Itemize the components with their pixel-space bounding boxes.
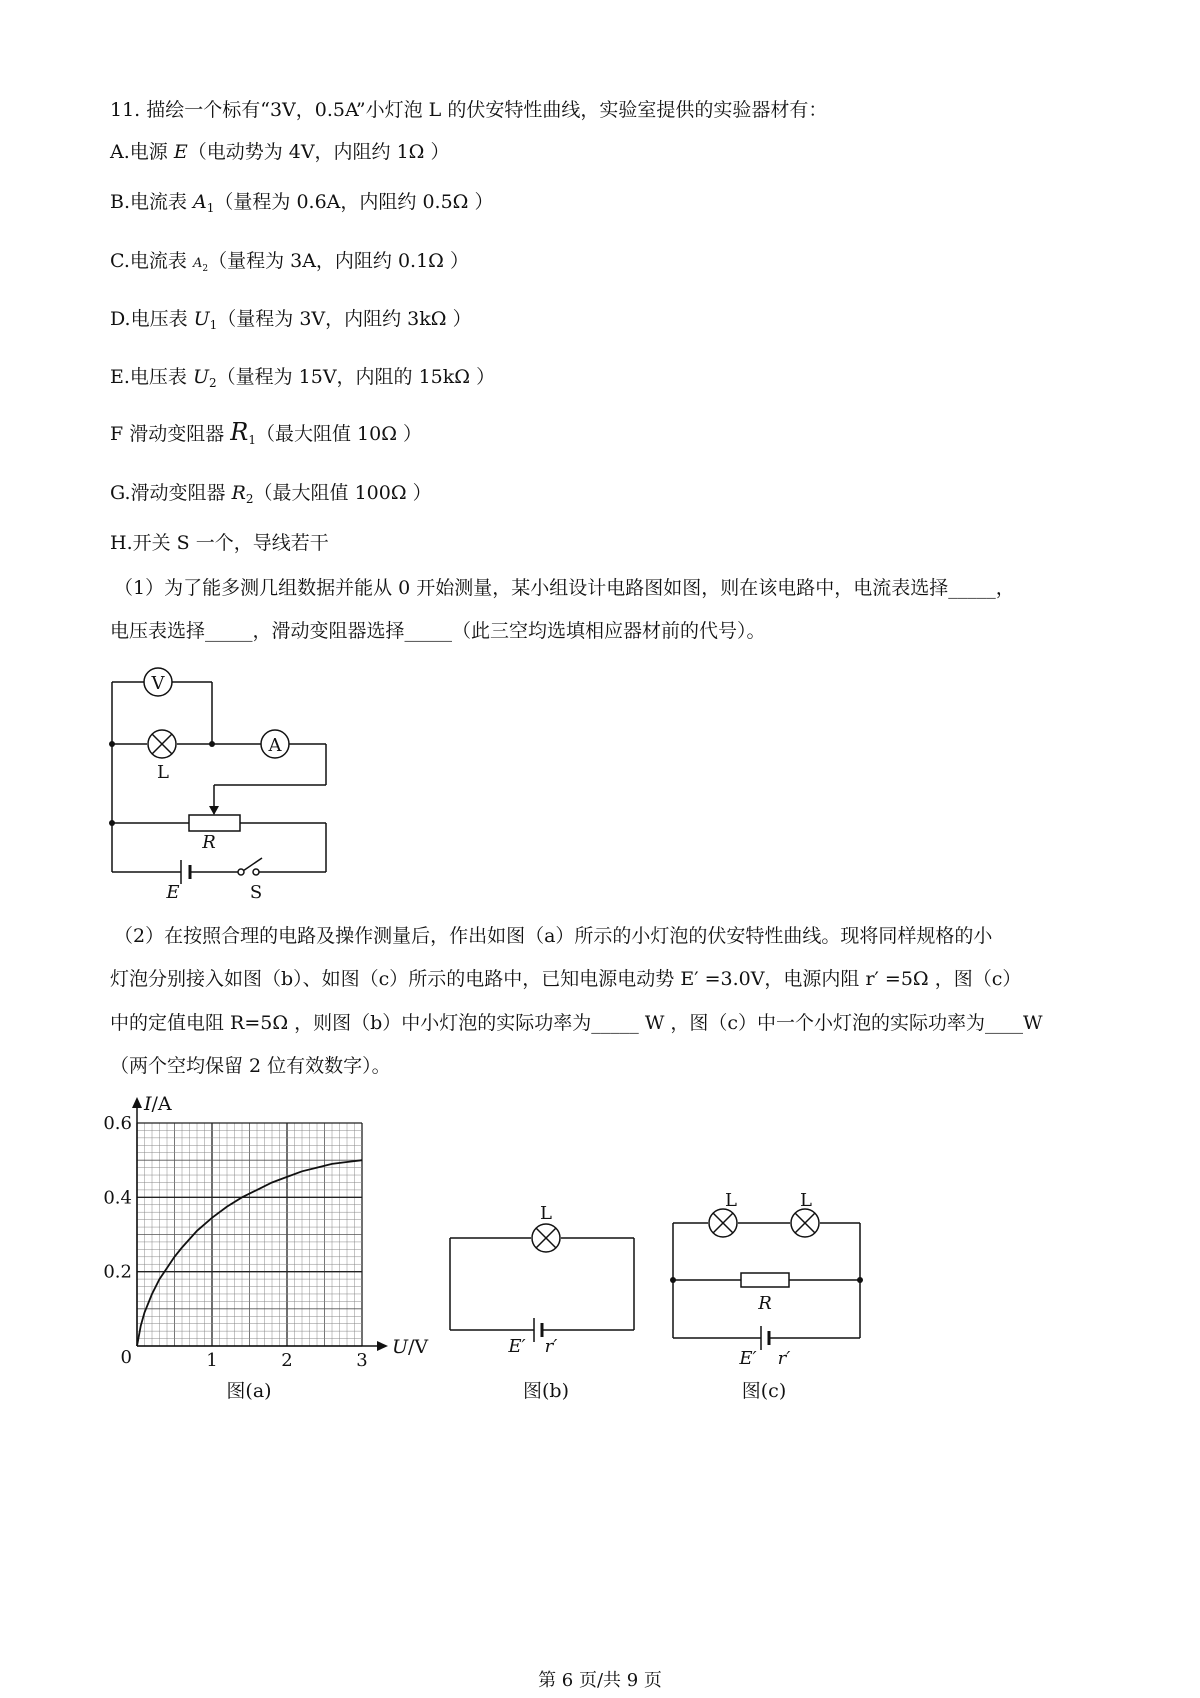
- x-tick-label: 3: [356, 1350, 368, 1371]
- emf-b-label: E′: [508, 1336, 526, 1357]
- x-tick-label: 2: [281, 1350, 293, 1371]
- svg-text:V: V: [151, 673, 165, 694]
- ammeter-symbol: [261, 730, 289, 758]
- part1-line1: （1）为了能多测几组数据并能从 0 开始测量，某小组设计电路图如图，则在该电路中，电流表选择_____，: [114, 577, 1015, 599]
- lamp-c2-label: L: [800, 1190, 812, 1211]
- figure-a-caption: 图(a): [226, 1380, 272, 1402]
- x-axis-arrow: [377, 1341, 388, 1351]
- option-a: A.电源 E（电动势为 4V，内阻约 1Ω ）: [110, 141, 450, 163]
- page-footer: 第 6 页/共 9 页: [538, 1670, 662, 1691]
- origin-label: 0: [120, 1347, 132, 1368]
- resistor-c-label: R: [758, 1293, 772, 1314]
- lamp-b-label: L: [540, 1203, 552, 1224]
- source-label: E: [166, 882, 180, 903]
- r-c-label: r′: [777, 1348, 791, 1369]
- y-tick-label: 0.4: [103, 1187, 132, 1209]
- battery-c-symbol: [761, 1326, 769, 1350]
- voltmeter-symbol: [144, 668, 172, 696]
- part2-line1: （2）在按照合理的电路及操作测量后，作出如图（a）所示的小灯泡的伏安特性曲线。现将同样规格的小: [114, 925, 993, 947]
- y-axis-arrow: [132, 1097, 142, 1108]
- y-tick-label: 0.2: [103, 1261, 132, 1283]
- option-f: F 滑动变阻器 $R_1$（最大阻值 10Ω ）: [110, 418, 422, 447]
- circuit-diagram-b: [440, 1195, 650, 1405]
- emf-c-label: E′: [739, 1348, 757, 1369]
- rheostat-symbol: [189, 806, 240, 831]
- circuit-diagram-1: [100, 660, 340, 910]
- switch-symbol: [238, 869, 259, 875]
- lamp-symbol: [148, 730, 176, 758]
- question-intro: 11. 描绘一个标有“3V，0.5A”小灯泡 L 的伏安特性曲线，实验室提供的实验器材有：: [110, 99, 828, 121]
- part2-line4: （两个空均保留 2 位有效数字）。: [110, 1055, 391, 1077]
- battery-symbol: [181, 860, 190, 884]
- resistor-c-symbol: [741, 1273, 789, 1287]
- lamp-c1-label: L: [725, 1190, 737, 1211]
- option-c: C.电流表 $A_2$（量程为 3A，内阻约 0.1Ω ）: [110, 250, 469, 274]
- iu-characteristic-chart: [100, 1090, 440, 1410]
- figure-b-caption: 图(b): [523, 1380, 569, 1402]
- part2-line3: 中的定值电阻 R=5Ω ，则图（b）中小灯泡的实际功率为_____ W ，图（c）中一个小灯泡的实际功率为____W: [110, 1012, 1043, 1034]
- lamp-label: L: [157, 762, 169, 783]
- rheostat-label: R: [202, 832, 216, 853]
- y-tick-label: 0.6: [103, 1113, 132, 1134]
- y-axis-label: I/A: [144, 1093, 172, 1115]
- figure-c-caption: 图(c): [741, 1380, 787, 1402]
- lamp-c2-symbol: [791, 1209, 819, 1237]
- battery-b-symbol: [534, 1318, 542, 1342]
- chart-axes: [137, 1105, 380, 1346]
- option-h: H.开关 S 一个，导线若干: [110, 532, 329, 554]
- lamp-c1-symbol: [709, 1209, 737, 1237]
- x-tick-label: 1: [206, 1350, 218, 1371]
- option-e: E.电压表 $U_2$（量程为 15V，内阻的 15kΩ ）: [110, 366, 496, 390]
- option-g: G.滑动变阻器 $R_2$（最大阻值 100Ω ）: [110, 482, 432, 506]
- svg-text:A: A: [268, 735, 282, 756]
- part2-line2: 灯泡分别接入如图（b）、如图（c）所示的电路中，已知电源电动势 E′ =3.0V，电源内阻 r′ =5Ω ，图（c）: [110, 968, 1022, 990]
- x-axis-label: U/V: [392, 1336, 429, 1358]
- circuit-diagram-c: [660, 1180, 880, 1405]
- option-b: B.电流表 $A_1$（量程为 0.6A，内阻约 0.5Ω ）: [110, 191, 494, 215]
- chart-grid: [137, 1123, 362, 1346]
- switch-label: S: [249, 882, 263, 903]
- r-b-label: r′: [544, 1336, 558, 1357]
- lamp-b-symbol: [532, 1224, 560, 1252]
- part1-line2: 电压表选择_____，滑动变阻器选择_____（此三空均选填相应器材前的代号）。: [110, 620, 766, 642]
- option-d: D.电压表 $U_1$（量程为 3V，内阻约 3kΩ ）: [110, 308, 472, 332]
